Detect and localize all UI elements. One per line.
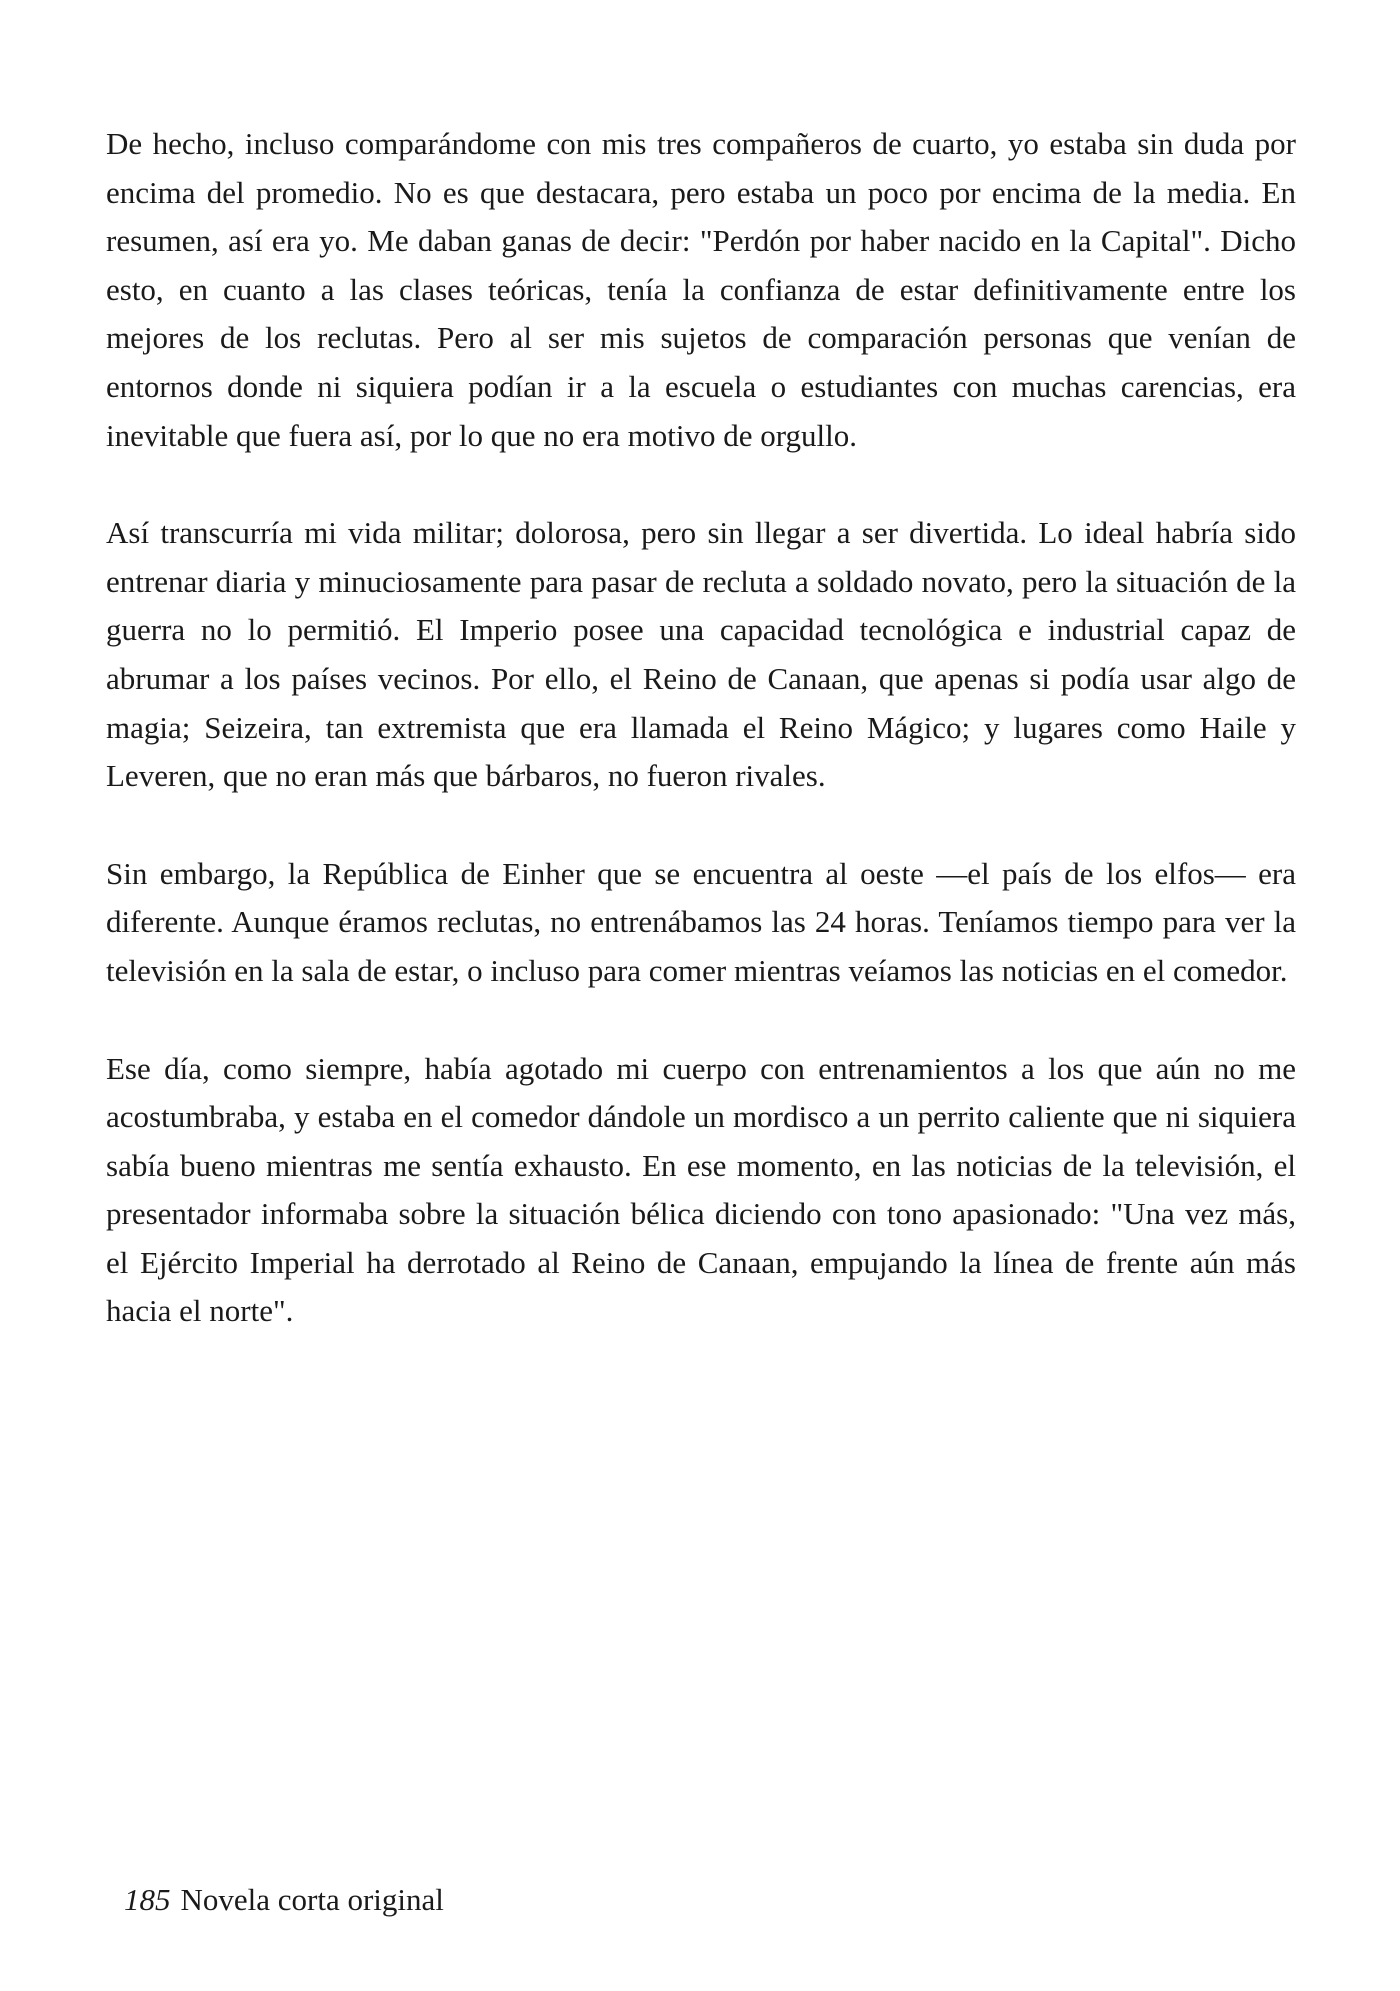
paragraph-4: Ese día, como siempre, había agotado mi cuerpo con entrenamientos a los que aún no me acostumbraba, y estaba en el comedor dándole un mordisco a un perrito caliente que ni siquiera sabía bueno mientras me sentía exhausto. En ese momento, en las noticias de la televisión, el presentador informaba sobre la situación bélica diciendo con tono apasionado: "Una vez más, el Ejército Imperial ha derrotado al Reino de Canaan, empujando la línea de frente aún más hacia el norte". xyxy=(106,1050,1296,1329)
page-footer xyxy=(124,1882,444,1918)
paragraph-1: De hecho, incluso comparándome con mis tres compañeros de cuarto, yo estaba sin duda por encima del promedio. No es que destacara, pero estaba un poco por encima de la media. En resumen, así era yo. Me daban ganas de decir: "Perdón por haber nacido en la Capital". Dicho esto, en cuanto a las clases teóricas, tenía la confianza de estar definitivamente entre los mejores de los reclutas. Pero al ser mis sujetos de comparación personas que venían de entornos donde ni siquiera podían ir a la escuela o estudiantes con muchas carencias, era inevitable que fuera así, por lo que no era motivo de orgullo. xyxy=(106,126,1296,453)
footer-label: Novela corta original xyxy=(180,1882,444,1917)
paragraph-2: Así transcurría mi vida militar; dolorosa, pero sin llegar a ser divertida. Lo ideal habría sido entrenar diaria y minuciosamente para pasar de recluta a soldado novato, pero la situación de la guerra no lo permitió. El Imperio posee una capacidad tecnológica e industrial capaz de abrumar a los países vecinos. Por ello, el Reino de Canaan, que apenas si podía usar algo de magia; Seizeira, tan extremista que era llamada el Reino Mágico; y lugares como Haile y Leveren, que no eran más que bárbaros, no fueron rivales. xyxy=(106,515,1296,794)
paragraph-3: Sin embargo, la República de Einher que se encuentra al oeste —el país de los elfos— era diferente. Aunque éramos reclutas, no entrenábamos las 24 horas. Teníamos tiempo para ver la televisión en la sala de estar, o incluso para comer mientras veíamos las noticias en el comedor. xyxy=(106,855,1296,988)
page-number: 185 xyxy=(124,1882,171,1917)
body-text xyxy=(106,120,1296,1385)
